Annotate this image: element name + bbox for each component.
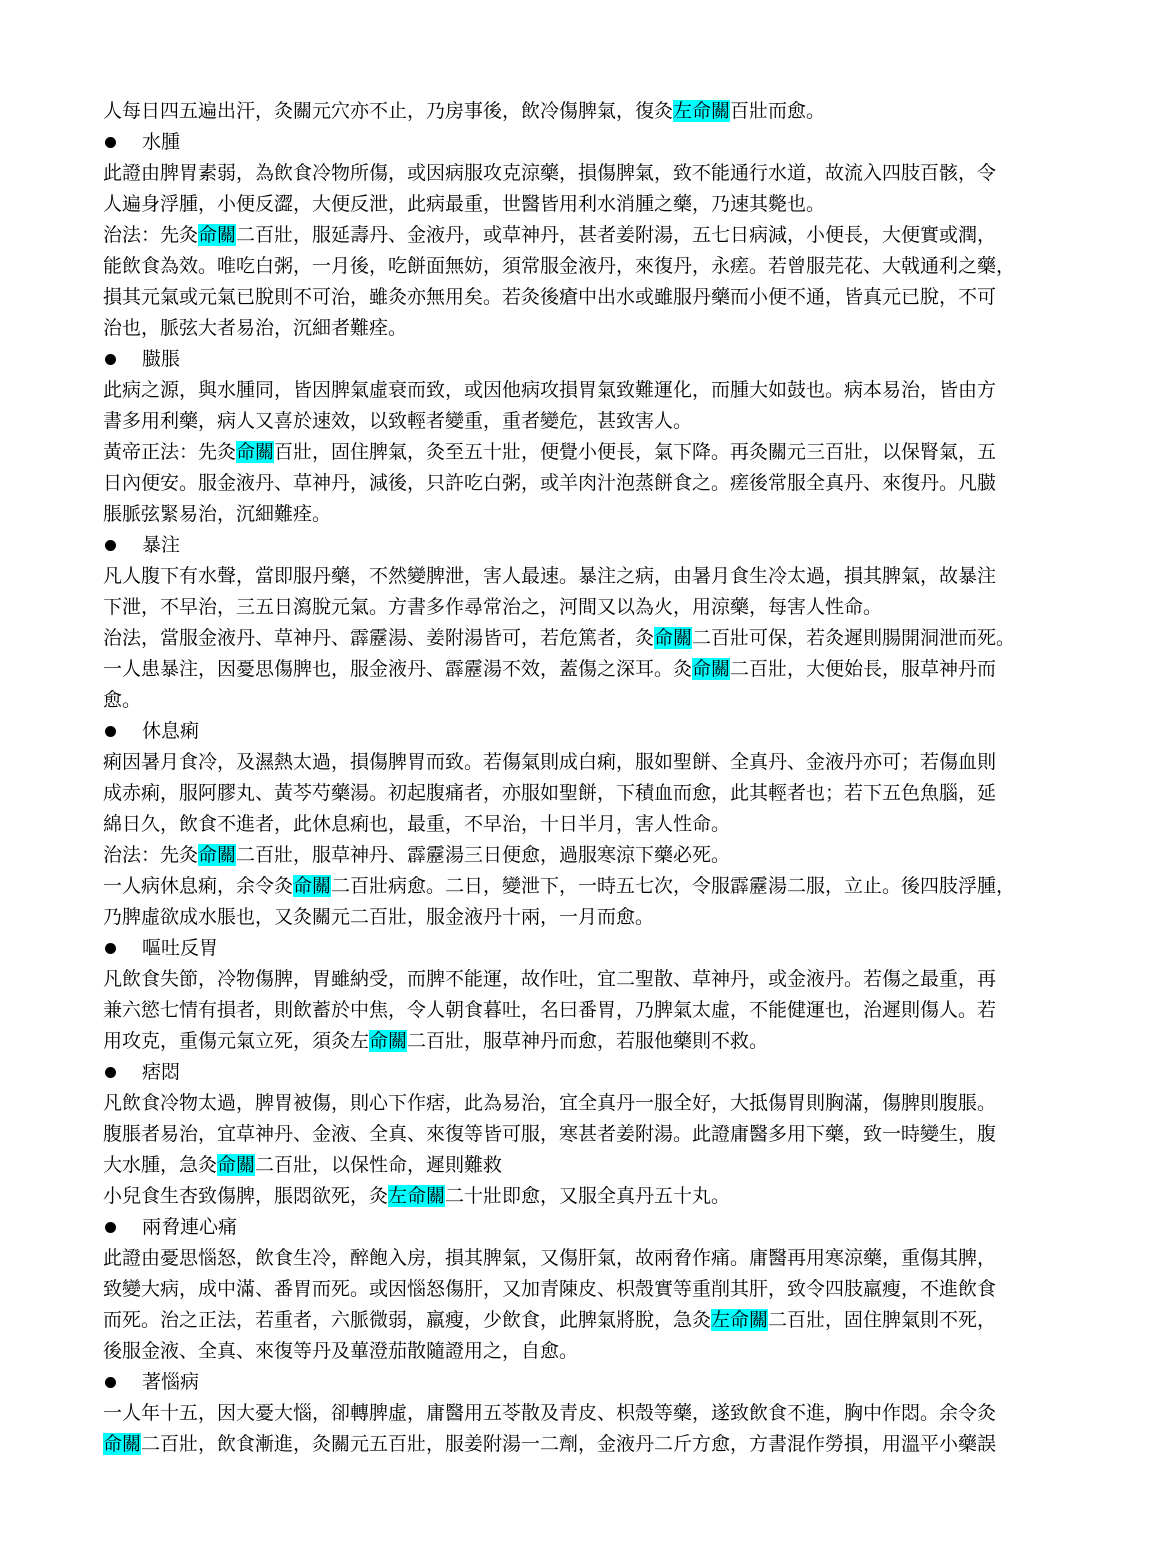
text-run: 二百壯，飲食漸進，灸關元五百壯，服姜附湯一二劑，金液丹二斤方愈，方書混作勞損，用溫平小藥誤: [141, 1433, 997, 1455]
text-run: 凡人腹下有水聲，當即服丹藥，不然變脾泄，害人最速。暴注之病，由暑月食生冷太過，損其脾氣，故暴注: [103, 565, 997, 587]
text-run: 二百壯，大便始長，服草神丹而: [730, 658, 997, 680]
paragraph-line: [103, 685, 1078, 716]
text-run: 而死。治之正法，若重者，六脈微弱，羸瘦，少飲食，此脾氣將脫，急灸: [103, 1309, 712, 1331]
paragraph-line: [103, 1119, 1078, 1150]
text-run: 小兒食生杏致傷脾，脹悶欲死，灸: [103, 1185, 389, 1207]
text-run: 人遍身浮腫，小便反澀，大便反泄，此病最重，世醫皆用利水消腫之藥，乃速其斃也。: [103, 193, 826, 215]
text-run: 二百壯，固住脾氣則不死，: [768, 1309, 997, 1331]
text-run: 治也，脈弦大者易治，沉細者難痊。: [103, 317, 408, 339]
text-run: 黃帝正法：先灸: [103, 441, 237, 463]
paragraph-line: [103, 623, 1078, 654]
paragraph-line: [103, 902, 1078, 933]
paragraph-line: [103, 871, 1078, 902]
section-heading-text: 嘔吐反胃: [142, 937, 219, 959]
paragraph-line: [103, 995, 1078, 1026]
text-run: 乃脾虛欲成水脹也，又灸關元二百壯，服金液丹十兩，一月而愈。: [103, 906, 655, 928]
highlighted-term: 命關: [293, 875, 332, 897]
paragraph-line: [103, 561, 1078, 592]
paragraph-line: [103, 592, 1078, 623]
text-run: 日內便安。服金液丹、草神丹，減後，只許吃白粥，或羊肉汁泡蒸餅食之。瘥後常服全真丹、來復丹。凡臌: [103, 472, 997, 494]
section-heading-text: 休息痢: [142, 720, 200, 742]
text-run: 後服金液、全真、來復等丹及蓽澄茄散隨證用之，自愈。: [103, 1340, 579, 1362]
paragraph-line: [103, 1274, 1078, 1305]
section-heading-text: 臌脹: [142, 348, 181, 370]
paragraph-line: [103, 1088, 1078, 1119]
section-heading: [103, 344, 1078, 375]
paragraph-line: [103, 1150, 1078, 1181]
paragraph-line: [103, 809, 1078, 840]
text-run: 一人年十五，因大憂大惱，卻轉脾虛，庸醫用五苓散及青皮、枳殼等藥，遂致飲食不進，胸中作悶。余令灸: [103, 1402, 997, 1424]
highlighted-term: 命關: [654, 627, 693, 649]
paragraph-line: [103, 189, 1078, 220]
text-run: 一人病休息痢，余令灸: [103, 875, 294, 897]
paragraph-line: [103, 747, 1078, 778]
bullet-icon: [105, 1067, 116, 1078]
section-heading-text: 兩脅連心痛: [142, 1216, 238, 1238]
highlighted-term: 命關: [369, 1030, 408, 1052]
bullet-icon: [105, 540, 116, 551]
section-heading: [103, 127, 1078, 158]
paragraph-line: [103, 840, 1078, 871]
section-heading: [103, 530, 1078, 561]
text-run: 治法：先灸: [103, 224, 199, 246]
section-heading: [103, 1212, 1078, 1243]
text-run: 損其元氣或元氣已脫則不可治，雖灸亦無用矣。若灸後瘡中出水或雖服丹藥而小便不通，皆真元已脫，不可: [103, 286, 997, 308]
text-run: 愈。: [103, 689, 142, 711]
bullet-icon: [105, 726, 116, 737]
text-run: 二百壯病愈。二日，變泄下，一時五七次，令服霹靂湯二服，立止。後四肢浮腫，: [331, 875, 1016, 897]
highlighted-term: 命關: [217, 1154, 256, 1176]
paragraph-line: [103, 313, 1078, 344]
paragraph-line: [103, 96, 1078, 127]
text-run: 二百壯，服草神丹、霹靂湯三日便愈，過服寒涼下藥必死。: [236, 844, 731, 866]
text-run: 二百壯可保，若灸遲則腸開洞泄而死。: [692, 627, 1016, 649]
text-run: 致變大病，成中滿、番胃而死。或因惱怒傷肝，又加青陳皮、枳殼實等重削其肝，致令四肢羸瘦，不進飲食: [103, 1278, 997, 1300]
bullet-icon: [105, 137, 116, 148]
text-run: 二百壯，服草神丹而愈，若服他藥則不救。: [407, 1030, 769, 1052]
text-run: 一人患暴注，因憂思傷脾也，服金液丹、霹靂湯不效，蓋傷之深耳。灸: [103, 658, 693, 680]
document-page: [103, 96, 1078, 1460]
paragraph-line: [103, 406, 1078, 437]
text-run: 二百壯，以保性命，遲則難救: [255, 1154, 503, 1176]
text-run: 此證由脾胃素弱，為飲食冷物所傷，或因病服攻克涼藥，損傷脾氣，致不能通行水道，故流入四肢百骸，令: [103, 162, 997, 184]
paragraph-line: [103, 1305, 1078, 1336]
highlighted-term: 命關: [103, 1433, 142, 1455]
paragraph-line: [103, 220, 1078, 251]
paragraph-line: [103, 251, 1078, 282]
text-run: 用攻克，重傷元氣立死，須灸左: [103, 1030, 370, 1052]
paragraph-line: [103, 499, 1078, 530]
text-run: 二百壯，服延壽丹、金液丹，或草神丹，甚者姜附湯，五七日病減，小便長，大便實或潤，: [236, 224, 997, 246]
text-run: 人每日四五遍出汗，灸關元穴亦不止，乃房事後，飲冷傷脾氣，復灸: [103, 100, 674, 122]
text-run: 凡飲食冷物太過，脾胃被傷，則心下作痞，此為易治，宜全真丹一服全好，大抵傷胃則胸滿，傷脾則腹脹。: [103, 1092, 997, 1114]
text-run: 痢因暑月食冷，及濕熱太過，損傷脾胃而致。若傷氣則成白痢，服如聖餅、全真丹、金液丹亦可；若傷血則: [103, 751, 997, 773]
paragraph-line: [103, 964, 1078, 995]
text-run: 治法：先灸: [103, 844, 199, 866]
text-run: 綿日久，飲食不進者，此休息痢也，最重，不早治，十日半月，害人性命。: [103, 813, 731, 835]
section-heading: [103, 1367, 1078, 1398]
bullet-icon: [105, 1377, 116, 1388]
highlighted-term: 左命關: [711, 1309, 769, 1331]
text-run: 兼六慾七情有損者，則飲蓄於中焦，令人朝食暮吐，名曰番胃，乃脾氣太虛，不能健運也，治遲則傷人。若: [103, 999, 997, 1021]
section-heading: [103, 1057, 1078, 1088]
paragraph-line: [103, 282, 1078, 313]
highlighted-term: 左命關: [388, 1185, 446, 1207]
paragraph-line: [103, 1181, 1078, 1212]
bullet-icon: [105, 1222, 116, 1233]
section-heading-text: 痞悶: [142, 1061, 181, 1083]
section-heading-text: 暴注: [142, 534, 181, 556]
paragraph-line: [103, 158, 1078, 189]
text-run: 二十壯即愈，又服全真丹五十丸。: [445, 1185, 731, 1207]
text-run: 百壯，固住脾氣，灸至五十壯，便覺小便長，氣下降。再灸關元三百壯，以保腎氣，五: [274, 441, 997, 463]
paragraph-line: [103, 1429, 1078, 1460]
section-heading: [103, 933, 1078, 964]
text-run: 凡飲食失節，冷物傷脾，胃雖納受，而脾不能運，故作吐，宜二聖散、草神丹，或金液丹。若傷之最重，再: [103, 968, 997, 990]
text-run: 治法，當服金液丹、草神丹、霹靂湯、姜附湯皆可，若危篤者，灸: [103, 627, 655, 649]
text-run: 成赤痢，服阿膠丸、黃芩芍藥湯。初起腹痛者，亦服如聖餅，下積血而愈，此其輕者也；若下五色魚腦，延: [103, 782, 997, 804]
bullet-icon: [105, 354, 116, 365]
highlighted-term: 命關: [198, 844, 237, 866]
bullet-icon: [105, 943, 116, 954]
paragraph-line: [103, 375, 1078, 406]
text-run: 能飲食為效。唯吃白粥，一月後，吃餅面無妨，須常服金液丹，來復丹，永瘥。若曾服芫花、大戟通利之藥，: [103, 255, 1016, 277]
highlighted-term: 左命關: [673, 100, 731, 122]
paragraph-line: [103, 778, 1078, 809]
paragraph-line: [103, 1398, 1078, 1429]
text-run: 脹脈弦緊易治，沉細難痊。: [103, 503, 332, 525]
highlighted-term: 命關: [198, 224, 237, 246]
text-run: 百壯而愈。: [730, 100, 826, 122]
text-run: 大水腫，急灸: [103, 1154, 218, 1176]
text-run: 此證由憂思惱怒，飲食生冷，醉飽入房，損其脾氣，又傷肝氣，故兩脅作痛。庸醫再用寒涼藥，重傷其脾，: [103, 1247, 997, 1269]
highlighted-term: 命關: [692, 658, 731, 680]
paragraph-line: [103, 654, 1078, 685]
paragraph-line: [103, 468, 1078, 499]
section-heading-text: 水腫: [142, 131, 181, 153]
text-run: 腹脹者易治，宜草神丹、金液、全真、來復等皆可服，寒甚者姜附湯。此證庸醫多用下藥，致一時變生，腹: [103, 1123, 997, 1145]
section-heading-text: 著惱病: [142, 1371, 200, 1393]
text-run: 下泄，不早治，三五日瀉脫元氣。方書多作尋常治之，河間又以為火，用涼藥，每害人性命。: [103, 596, 883, 618]
paragraph-line: [103, 1026, 1078, 1057]
paragraph-line: [103, 1243, 1078, 1274]
section-heading: [103, 716, 1078, 747]
paragraph-line: [103, 1336, 1078, 1367]
paragraph-line: [103, 437, 1078, 468]
text-run: 此病之源，與水腫同，皆因脾氣虛衰而致，或因他病攻損胃氣致難運化，而腫大如鼓也。病本易治，皆由方: [103, 379, 997, 401]
text-run: 書多用利藥，病人又喜於速效，以致輕者變重，重者變危，甚致害人。: [103, 410, 693, 432]
highlighted-term: 命關: [236, 441, 275, 463]
